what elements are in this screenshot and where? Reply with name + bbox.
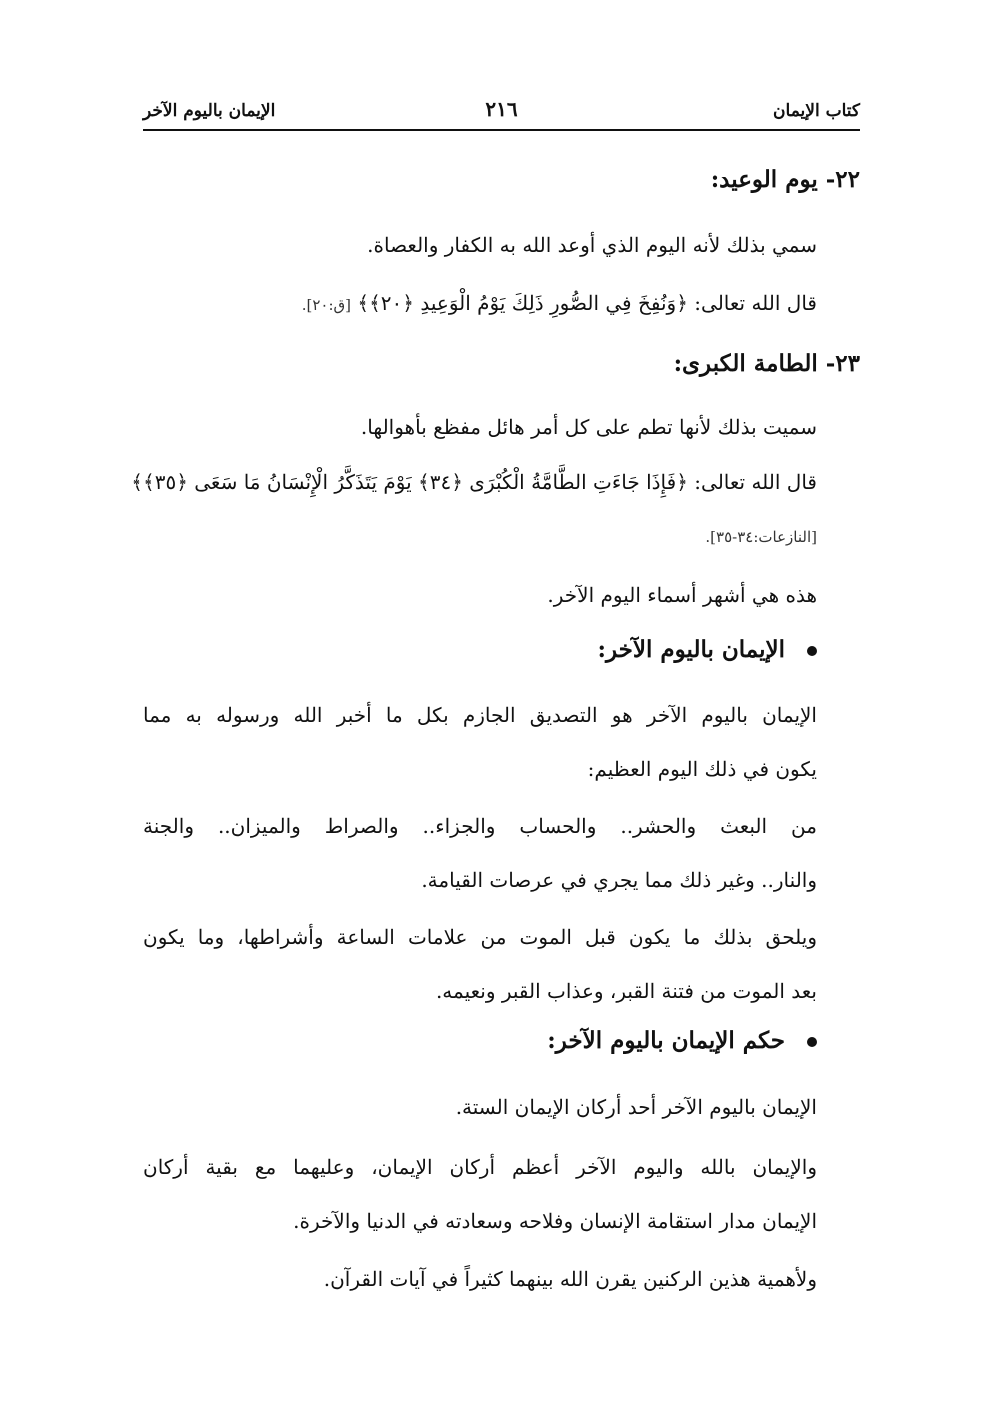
quran-verse: ﴿فَإِذَا جَاءَتِ الطَّامَّةُ الْكُبْرَى ﴿٣٤﴾ يَوْمَ يَتَذَكَّرُ الْإِنْسَانُ مَا سَعَى ﴿٣٥﴾﴾ xyxy=(131,470,688,494)
ruling-paragraph-3 xyxy=(143,1252,817,1306)
paragraph-line: ولأهمية هذين الركنين يقرن الله بينهما كثيراً في آيات القرآن. xyxy=(323,1267,817,1291)
names-summary xyxy=(143,568,817,622)
verse-citation: [النازعات:٣٤-٣٥]. xyxy=(705,528,817,546)
ruling-paragraph-1 xyxy=(143,1080,817,1134)
paragraph-line: بعد الموت من فتنة القبر، وعذاب القبر ونعيمه. xyxy=(435,979,817,1003)
section-23-text-line: سميت بذلك لأنها تطم على كل أمر هائل مفظع بأهوالها. xyxy=(360,415,817,439)
quran-verse: ﴿وَنُفِخَ فِي الصُّورِ ذَلِكَ يَوْمُ الْوَعِيدِ ﴿٢٠﴾﴾ xyxy=(357,291,688,315)
ruling-heading xyxy=(143,1027,817,1054)
section-22-heading: ٢٢- يوم الوعيد: xyxy=(710,166,860,193)
section-22-text xyxy=(143,218,817,272)
summary-line: هذه هي أشهر أسماء اليوم الآخر. xyxy=(547,583,817,607)
paragraph-line: من البعث والحشر.. والحساب والجزاء.. والصراط والميزان.. والجنة xyxy=(143,814,817,838)
section-23-heading: ٢٣- الطامة الكبرى: xyxy=(673,350,860,377)
book-title: كتاب الإيمان xyxy=(773,101,860,121)
section-22-quote-line xyxy=(143,276,817,330)
bullet-icon xyxy=(807,1037,817,1047)
belief-paragraph-3 xyxy=(143,910,817,1018)
paragraph-line: والإيمان بالله واليوم الآخر أعظم أركان الإيمان، وعليهما مع بقية أركان xyxy=(143,1155,817,1179)
paragraph-line: ويلحق بذلك ما يكون قبل الموت من علامات الساعة وأشراطها، وما يكون xyxy=(143,925,817,949)
page-number: ٢١٦ xyxy=(485,97,518,121)
quote-intro: قال الله تعالى: xyxy=(694,470,817,494)
paragraph-line: يكون في ذلك اليوم العظيم: xyxy=(587,757,817,781)
ruling-paragraph-2 xyxy=(143,1140,817,1248)
chapter-title: الإيمان باليوم الآخر xyxy=(143,101,276,121)
section-23-quote xyxy=(131,455,817,509)
quote-intro: قال الله تعالى: xyxy=(694,291,817,315)
verse-citation: [ق:٢٠]. xyxy=(301,296,351,314)
belief-paragraph-2 xyxy=(143,799,817,907)
bullet-icon xyxy=(807,646,817,656)
paragraph-line: الإيمان مدار استقامة الإنسان وفلاحه وسعادته في الدنيا والآخرة. xyxy=(293,1209,817,1233)
belief-paragraph-1 xyxy=(143,688,817,796)
belief-heading-text: الإيمان باليوم الآخر: xyxy=(597,636,785,663)
section-23-quote-line xyxy=(131,455,817,509)
running-header xyxy=(143,95,860,127)
header-divider xyxy=(143,129,860,131)
section-22-text-line: سمي بذلك لأنه اليوم الذي أوعد الله به الكفار والعصاة. xyxy=(367,233,817,257)
paragraph-line: والنار.. وغير ذلك مما يجري في عرصات القيامة. xyxy=(421,868,817,892)
section-23-text xyxy=(143,400,817,454)
section-22-quote xyxy=(143,276,817,330)
ruling-heading-text: حكم الإيمان باليوم الآخر: xyxy=(547,1027,785,1054)
paragraph-line: الإيمان باليوم الآخر هو التصديق الجازم بكل ما أخبر الله ورسوله به مما xyxy=(143,703,817,727)
paragraph-line: الإيمان باليوم الآخر أحد أركان الإيمان الستة. xyxy=(455,1095,817,1119)
belief-heading xyxy=(143,636,817,663)
